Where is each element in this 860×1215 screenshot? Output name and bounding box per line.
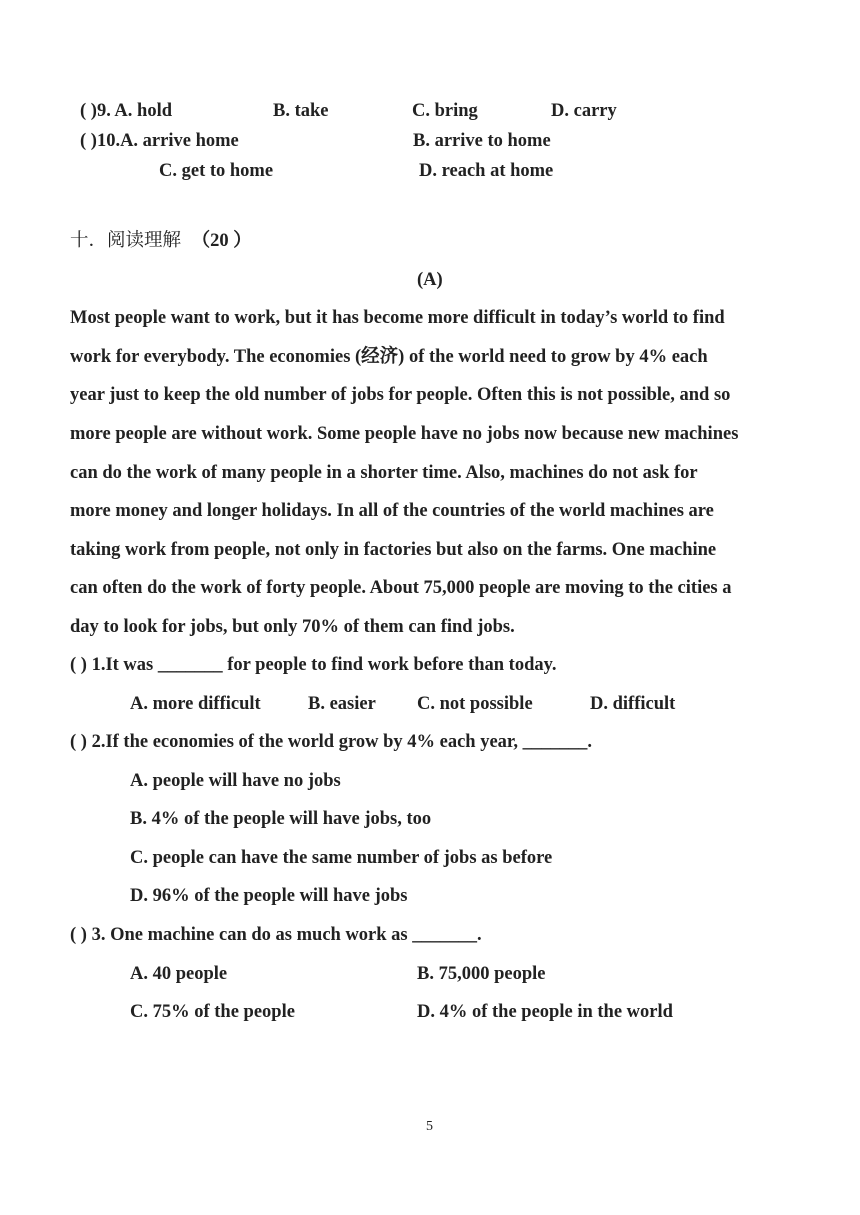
question-9-stem: ( )9. A. hold bbox=[80, 101, 173, 121]
section-title: 十．阅读理解 bbox=[70, 230, 182, 251]
section-heading bbox=[70, 229, 252, 253]
question-10-option-d: D. reach at home bbox=[419, 161, 554, 181]
question-1-option-d: D. difficult bbox=[590, 694, 676, 714]
passage-line: taking work from people, not only in factories but also on the farms. One machine bbox=[70, 540, 717, 560]
question-9-option-b: B. take bbox=[273, 101, 329, 121]
question-2-option-c: C. people can have the same number of jobs as before bbox=[130, 848, 553, 868]
section-score: （20 ） bbox=[191, 231, 252, 251]
question-2-option-b: B. 4% of the people will have jobs, too bbox=[130, 809, 432, 829]
passage-line: can often do the work of forty people. About 75,000 people are moving to the cities a bbox=[70, 578, 732, 598]
passage-line: year just to keep the old number of jobs for people. Often this is not possible, and so bbox=[70, 385, 731, 405]
question-1-option-c: C. not possible bbox=[417, 694, 533, 714]
question-10-option-b: B. arrive to home bbox=[413, 131, 551, 151]
passage-line: work for everybody. The economies (经济) of the world need to grow by 4% each bbox=[70, 347, 708, 367]
passage-line: can do the work of many people in a shorter time. Also, machines do not ask for bbox=[70, 463, 698, 483]
passage-line: day to look for jobs, but only 70% of them can find jobs. bbox=[70, 617, 515, 637]
question-3-stem: ( ) 3. One machine can do as much work as _______. bbox=[70, 925, 482, 945]
question-2-option-d: D. 96% of the people will have jobs bbox=[130, 886, 408, 906]
passage-line: Most people want to work, but it has become more difficult in today’s world to find bbox=[70, 308, 725, 328]
question-1-stem: ( ) 1.It was _______ for people to find work before than today. bbox=[70, 655, 557, 675]
question-9-option-d: D. carry bbox=[551, 101, 617, 121]
passage-line: more money and longer holidays. In all of the countries of the world machines are bbox=[70, 501, 714, 521]
question-1-option-a: A. more difficult bbox=[130, 694, 261, 714]
question-2-stem: ( ) 2.If the economies of the world grow by 4% each year, _______. bbox=[70, 732, 593, 752]
question-9-option-c: C. bring bbox=[412, 101, 478, 121]
question-2-option-a: A. people will have no jobs bbox=[130, 771, 341, 791]
question-10-option-c: C. get to home bbox=[159, 161, 274, 181]
question-10-stem: ( )10.A. arrive home bbox=[80, 131, 239, 151]
question-1-option-b: B. easier bbox=[308, 694, 376, 714]
question-3-option-b: B. 75,000 people bbox=[417, 964, 546, 984]
question-3-option-c: C. 75% of the people bbox=[130, 1002, 295, 1022]
passage-line: more people are without work. Some people have no jobs now because new machines bbox=[70, 424, 739, 444]
passage-label: (A) bbox=[417, 270, 443, 290]
question-3-option-a: A. 40 people bbox=[130, 964, 228, 984]
question-3-option-d: D. 4% of the people in the world bbox=[417, 1002, 673, 1022]
page-number: 5 bbox=[426, 1119, 433, 1134]
